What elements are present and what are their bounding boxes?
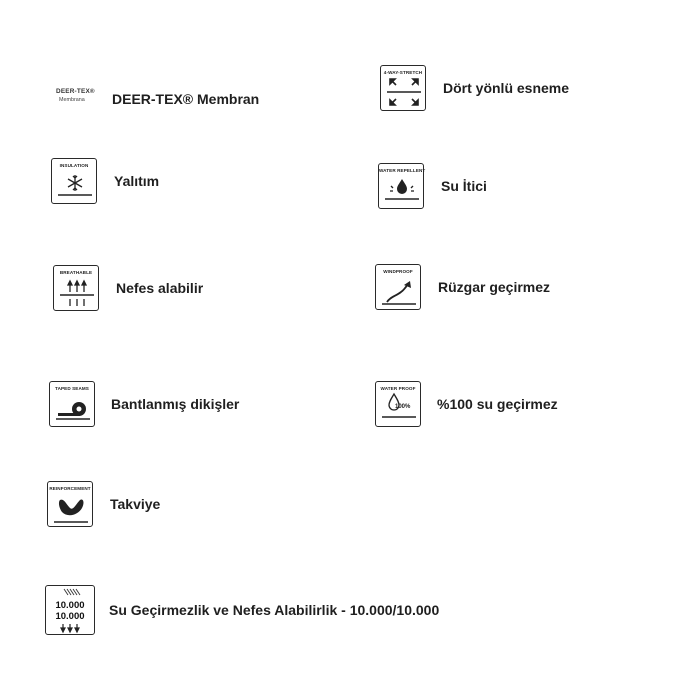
deertex-logo-line2: Membrana bbox=[59, 97, 85, 103]
icon-caption: WATER PROOF bbox=[380, 386, 416, 391]
feature-reinforcement bbox=[47, 481, 160, 527]
feature-label: Nefes alabilir bbox=[116, 280, 204, 296]
feature-waterproof bbox=[375, 381, 558, 427]
feature-label: Rüzgar geçirmez bbox=[438, 279, 551, 295]
feature-windproof bbox=[375, 264, 550, 310]
icon-caption: BREATHABLE bbox=[59, 270, 93, 275]
feature-label: Su İtici bbox=[441, 178, 487, 194]
icon-caption: WINDPROOF bbox=[383, 269, 413, 274]
rating-line2: 10.000 bbox=[55, 611, 85, 622]
feature-label: Takviye bbox=[110, 496, 161, 512]
feature-label: Bantlanmış dikişler bbox=[111, 396, 240, 412]
deertex-logo bbox=[54, 86, 102, 112]
deertex-logo-line1: DEER-TEX® bbox=[56, 88, 95, 95]
waterproof-percent: 100% bbox=[395, 404, 411, 410]
feature-label: %100 su geçirmez bbox=[437, 396, 558, 412]
waterproof-drop-icon bbox=[375, 381, 421, 427]
icon-caption: TAPED SEAMS bbox=[55, 386, 89, 391]
feature-label: DEER-TEX® Membran bbox=[112, 91, 260, 107]
tape-roll-icon bbox=[49, 381, 95, 427]
rain-arrows-icon bbox=[45, 585, 95, 635]
feature-deertex bbox=[54, 86, 259, 112]
four-way-stretch-icon bbox=[380, 65, 426, 111]
icon-caption: INSULATION bbox=[59, 163, 89, 168]
icon-caption: REINFORCEMENT bbox=[49, 486, 91, 491]
feature-water-repellent bbox=[378, 163, 487, 209]
reinforcement-icon bbox=[47, 481, 93, 527]
wind-arrow-icon bbox=[375, 264, 421, 310]
snowflake-icon bbox=[51, 158, 97, 204]
feature-label: Yalıtım bbox=[114, 173, 160, 189]
water-drop-icon bbox=[378, 163, 424, 209]
icon-caption: 4-WAY-STRETCH bbox=[383, 70, 423, 75]
feature-rating bbox=[45, 585, 439, 635]
feature-label: Su Geçirmezlik ve Nefes Alabilirlik - 10.000/10.000 bbox=[109, 602, 440, 618]
breathable-arrows-icon bbox=[53, 265, 99, 311]
feature-taped-seams bbox=[49, 381, 239, 427]
rating-line1: 10.000 bbox=[55, 600, 85, 611]
feature-insulation bbox=[51, 158, 159, 204]
feature-label: Dört yönlü esneme bbox=[443, 80, 570, 96]
icon-caption: WATER REPELLENT bbox=[379, 168, 426, 173]
feature-breathable bbox=[53, 265, 203, 311]
feature-stretch bbox=[380, 65, 569, 111]
